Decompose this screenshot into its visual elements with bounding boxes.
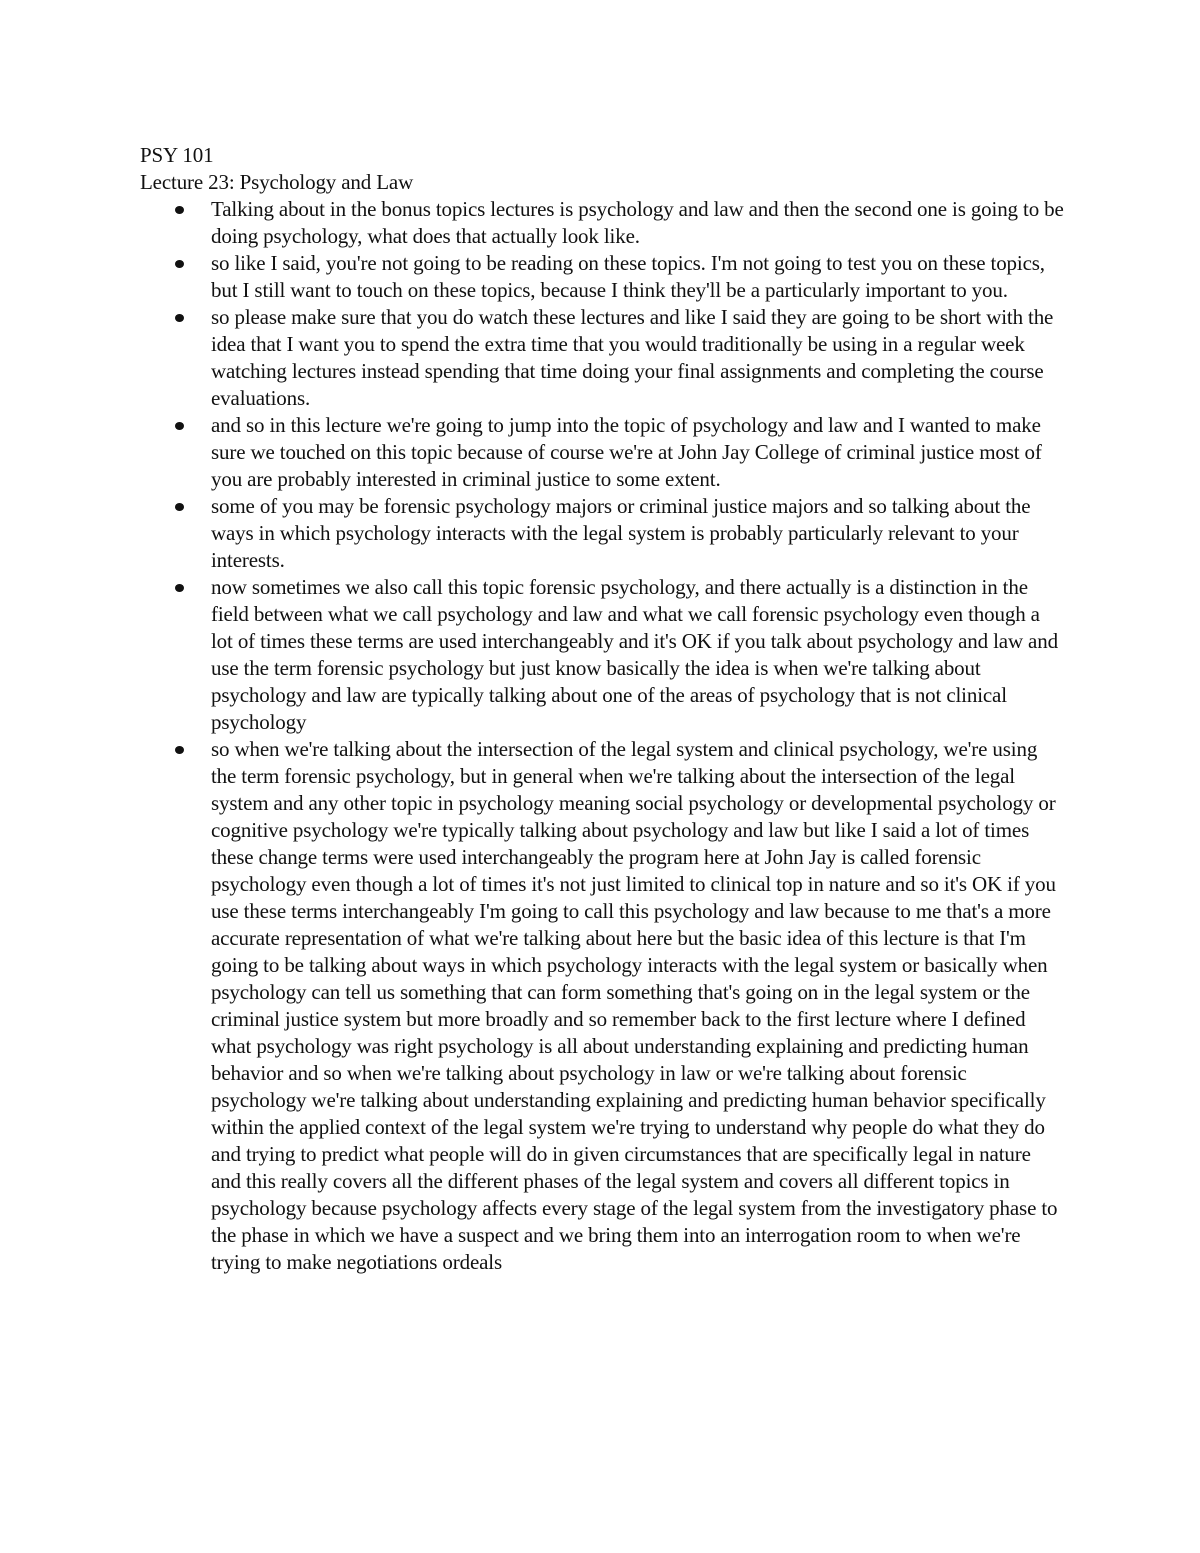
list-item	[140, 196, 1065, 250]
list-item	[140, 250, 1065, 304]
list-item	[140, 574, 1065, 736]
bullet-text: so please make sure that you do watch these lectures and like I said they are going to be short with the idea that I want you to spend the extra time that you would traditionally be using in a regular week watching lectures instead spending that time doing your final assignments and completing the course evaluations.	[211, 305, 1054, 410]
bullet-text: so when we're talking about the intersection of the legal system and clinical psychology, we're using the term forensic psychology, but in general when we're talking about the intersection of the legal system and any other topic in psychology meaning social psychology or developmental psychology or cognitive psychology we're typically talking about psychology and law but like I said a lot of times these change terms were used interchangeably the program here at John Jay is called forensic psychology even though a lot of times it's not just limited to clinical top in nature and so it's OK if you use these terms interchangeably I'm going to call this psychology and law because to me that's a more accurate representation of what we're talking about here but the basic idea of this lecture is that I'm going to be talking about ways in which psychology interacts with the legal system or basically when psychology can tell us something that can form something that's going on in the legal system or the criminal justice system but more broadly and so remember back to the first lecture where I defined what psychology was right psychology is all about understanding explaining and predicting human behavior and so when we're talking about psychology in law or we're talking about forensic psychology we're talking about understanding explaining and predicting human behavior specifically within the applied context of the legal system we're trying to understand why people do what they do and trying to predict what people will do in given circumstances that are specifically legal in nature and this really covers all the different phases of the legal system and covers all different topics in psychology because psychology affects every stage of the legal system from the investigatory phase to the phase in which we have a suspect and we bring them into an interrogation room to when we're trying to make negotiations ordeals	[211, 737, 1058, 1274]
document-body	[140, 142, 1065, 1276]
bullet-text: some of you may be forensic psychology majors or criminal justice majors and so talking about the ways in which psychology interacts with the legal system is probably particularly relevant to your interests.	[211, 494, 1031, 572]
list-item	[140, 412, 1065, 493]
list-item	[140, 304, 1065, 412]
bullet-icon	[175, 746, 184, 754]
bullet-icon	[175, 422, 184, 430]
bullet-icon	[175, 206, 184, 214]
list-item	[140, 493, 1065, 574]
bullet-list	[140, 196, 1065, 1276]
bullet-icon	[175, 260, 184, 268]
bullet-icon	[175, 584, 184, 592]
bullet-text: now sometimes we also call this topic forensic psychology, and there actually is a distinction in the field between what we call psychology and law and what we call forensic psychology even though a lot of times these terms are used interchangeably and it's OK if you talk about psychology and law and use the term forensic psychology but just know basically the idea is when we're talking about psychology and law are typically talking about one of the areas of psychology that is not clinical psychology	[211, 575, 1058, 734]
list-item	[140, 736, 1065, 1276]
course-code: PSY 101	[140, 143, 214, 167]
bullet-icon	[175, 314, 184, 322]
bullet-text: so like I said, you're not going to be reading on these topics. I'm not going to test you on these topics, but I still want to touch on these topics, because I think they'll be a particularly important to you.	[211, 251, 1045, 302]
bullet-text: Talking about in the bonus topics lectures is psychology and law and then the second one is going to be doing psychology, what does that actually look like.	[211, 197, 1064, 248]
lecture-title: Lecture 23: Psychology and Law	[140, 170, 414, 194]
bullet-icon	[175, 503, 184, 511]
bullet-text: and so in this lecture we're going to jump into the topic of psychology and law and I wanted to make sure we touched on this topic because of course we're at John Jay College of criminal justice most of you are probably interested in criminal justice to some extent.	[211, 413, 1042, 491]
